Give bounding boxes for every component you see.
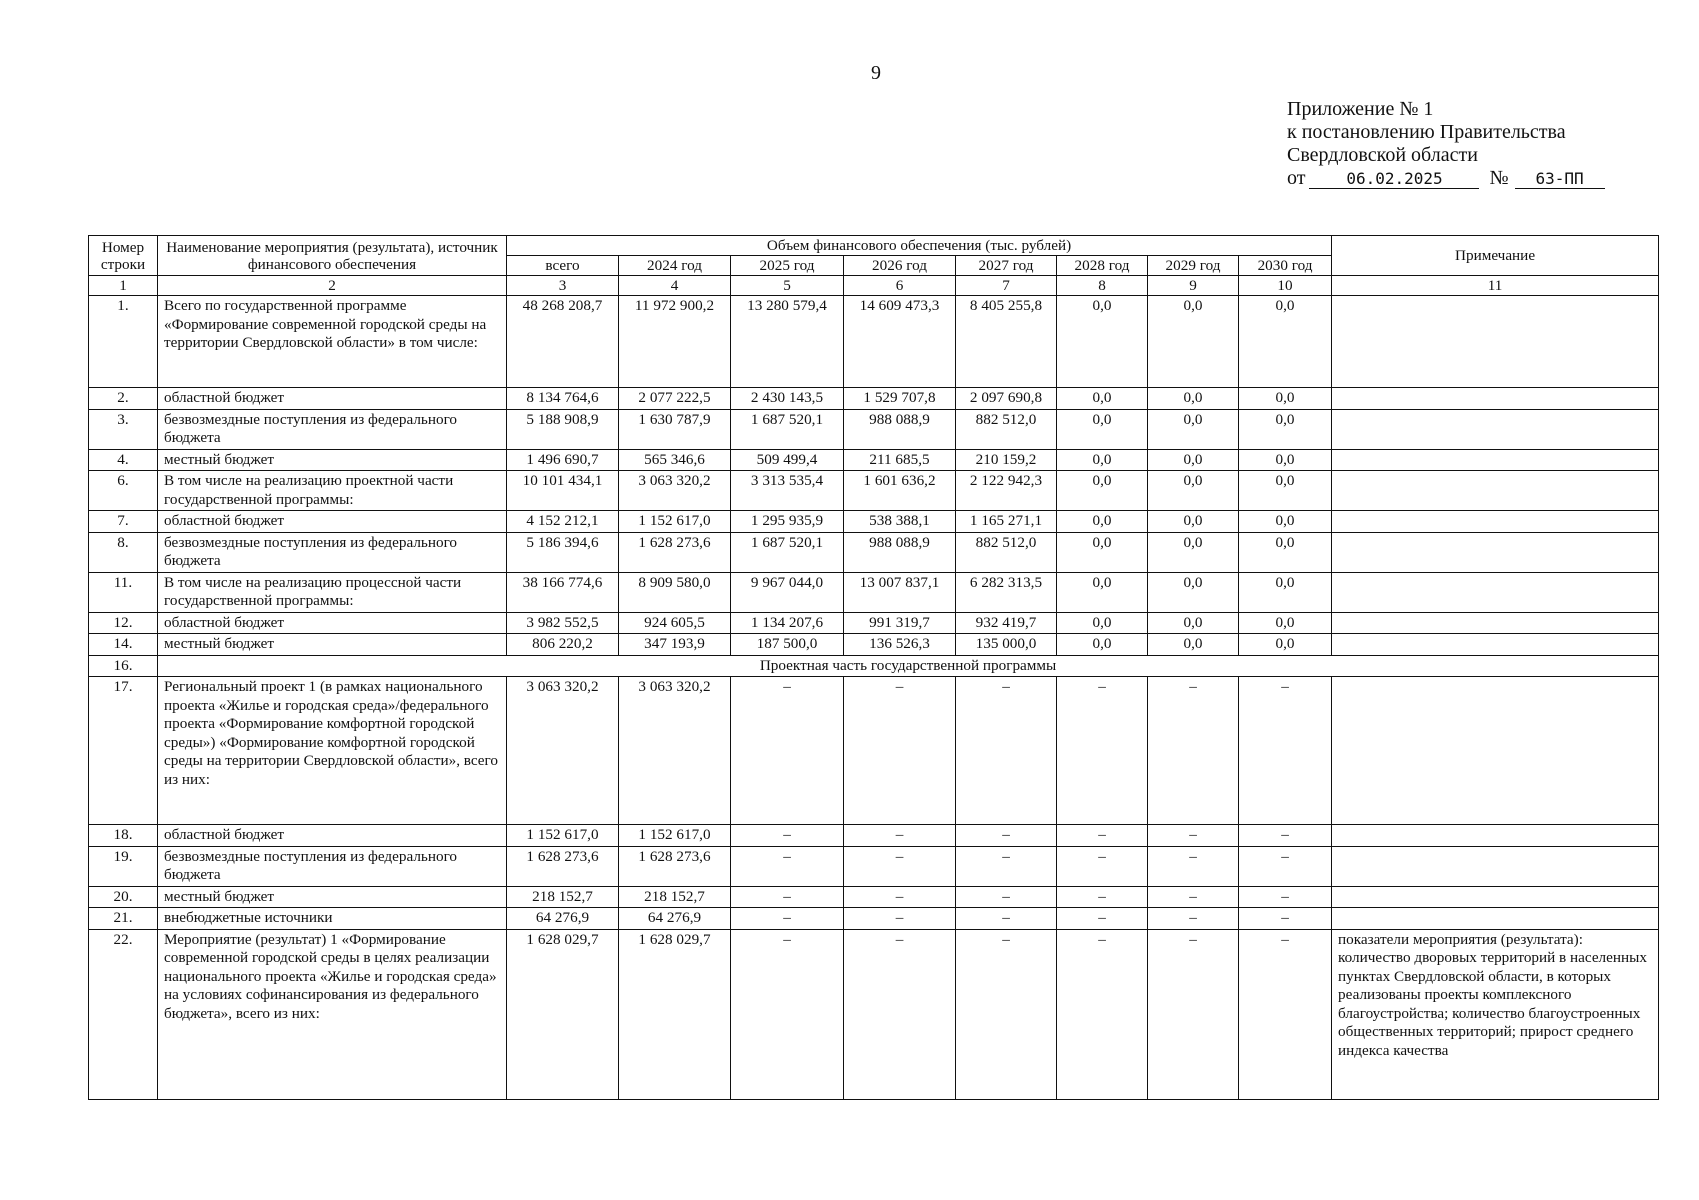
- row-value: 988 088,9: [844, 409, 956, 449]
- row-value: 0,0: [1239, 634, 1332, 656]
- row-value: –: [1148, 846, 1239, 886]
- row-value: 135 000,0: [956, 634, 1057, 656]
- header-row-number: Номер строки: [89, 236, 158, 276]
- row-number: 20.: [89, 886, 158, 908]
- row-value: 565 346,6: [619, 449, 731, 471]
- row-value: –: [1057, 929, 1148, 1099]
- row-value: 11 972 900,2: [619, 296, 731, 388]
- row-value: 0,0: [1148, 572, 1239, 612]
- row-value: 218 152,7: [619, 886, 731, 908]
- table-row: [89, 634, 1659, 656]
- column-number: 7: [956, 276, 1057, 296]
- row-number: 8.: [89, 532, 158, 572]
- row-value: –: [1239, 846, 1332, 886]
- row-value: 0,0: [1239, 612, 1332, 634]
- row-note: [1332, 908, 1659, 930]
- row-value: 0,0: [1057, 296, 1148, 388]
- row-note: [1332, 296, 1659, 388]
- row-name: местный бюджет: [158, 886, 507, 908]
- row-number: 16.: [89, 655, 158, 677]
- row-value: 0,0: [1057, 532, 1148, 572]
- header-year: 2029 год: [1148, 256, 1239, 276]
- row-value: 0,0: [1148, 511, 1239, 533]
- row-value: –: [1239, 929, 1332, 1099]
- row-value: 882 512,0: [956, 409, 1057, 449]
- row-value: 3 063 320,2: [619, 677, 731, 825]
- row-name: безвозмездные поступления из федерального бюджета: [158, 532, 507, 572]
- row-value: 3 063 320,2: [507, 677, 619, 825]
- appendix-region: Свердловской области: [1287, 144, 1478, 166]
- row-value: 9 967 044,0: [731, 572, 844, 612]
- row-value: 0,0: [1057, 388, 1148, 410]
- row-value: 0,0: [1057, 449, 1148, 471]
- row-value: 64 276,9: [619, 908, 731, 930]
- row-name: В том числе на реализацию проектной части государственной программы:: [158, 471, 507, 511]
- row-note: [1332, 409, 1659, 449]
- header-note: Примечание: [1332, 236, 1659, 276]
- row-value: –: [1148, 929, 1239, 1099]
- page-number: 9: [871, 62, 881, 84]
- row-value: 0,0: [1148, 634, 1239, 656]
- row-value: 3 982 552,5: [507, 612, 619, 634]
- row-value: 0,0: [1057, 409, 1148, 449]
- column-number: 11: [1332, 276, 1659, 296]
- row-value: 1 687 520,1: [731, 532, 844, 572]
- column-number: 9: [1148, 276, 1239, 296]
- row-value: –: [956, 929, 1057, 1099]
- row-number: 19.: [89, 846, 158, 886]
- row-value: 2 122 942,3: [956, 471, 1057, 511]
- row-value: 0,0: [1057, 511, 1148, 533]
- row-name: Всего по государственной программе «Формирование современной городской среды на территории Свердловской области» в том числе:: [158, 296, 507, 388]
- table-row: [89, 409, 1659, 449]
- row-value: 0,0: [1148, 449, 1239, 471]
- row-name: областной бюджет: [158, 612, 507, 634]
- column-number: 10: [1239, 276, 1332, 296]
- table-row: [89, 532, 1659, 572]
- row-value: 0,0: [1148, 409, 1239, 449]
- row-value: –: [844, 929, 956, 1099]
- row-value: –: [844, 677, 956, 825]
- row-value: 1 295 935,9: [731, 511, 844, 533]
- row-value: 1 628 273,6: [619, 846, 731, 886]
- row-number: 6.: [89, 471, 158, 511]
- row-value: 538 388,1: [844, 511, 956, 533]
- row-value: 5 188 908,9: [507, 409, 619, 449]
- row-value: 0,0: [1239, 471, 1332, 511]
- row-value: 48 268 208,7: [507, 296, 619, 388]
- column-number: 2: [158, 276, 507, 296]
- header-year: всего: [507, 256, 619, 276]
- row-note: [1332, 532, 1659, 572]
- appendix-number: 63-ПП: [1515, 170, 1605, 189]
- row-value: 347 193,9: [619, 634, 731, 656]
- row-value: –: [1057, 846, 1148, 886]
- row-note: [1332, 612, 1659, 634]
- row-value: 1 152 617,0: [507, 825, 619, 847]
- row-note: показатели мероприятия (результата): количество дворовых территорий в населенных пунктах Свердловской области, в которых реализованы проекты комплексного благоустройства; количество благоустроенных общественных территорий; прирост среднего индекса качества: [1332, 929, 1659, 1099]
- header-name: Наименование мероприятия (результата), источник финансового обеспечения: [158, 236, 507, 276]
- row-value: 1 628 029,7: [619, 929, 731, 1099]
- row-value: 211 685,5: [844, 449, 956, 471]
- row-value: 882 512,0: [956, 532, 1057, 572]
- appendix-date: 06.02.2025: [1309, 170, 1479, 189]
- row-value: 5 186 394,6: [507, 532, 619, 572]
- row-value: 932 419,7: [956, 612, 1057, 634]
- row-value: 187 500,0: [731, 634, 844, 656]
- row-value: 0,0: [1057, 634, 1148, 656]
- row-number: 2.: [89, 388, 158, 410]
- row-name: Мероприятие (результат) 1 «Формирование современной городской среды в целях реализации национального проекта «Жилье и городская среда» на условиях софинансирования из федерального бюджета», всего из них:: [158, 929, 507, 1099]
- column-number: 3: [507, 276, 619, 296]
- row-value: –: [1057, 677, 1148, 825]
- section-row: [89, 655, 1659, 677]
- row-name: внебюджетные источники: [158, 908, 507, 930]
- row-value: 509 499,4: [731, 449, 844, 471]
- row-value: –: [1057, 908, 1148, 930]
- row-value: –: [1057, 886, 1148, 908]
- row-value: 1 630 787,9: [619, 409, 731, 449]
- row-value: 0,0: [1239, 449, 1332, 471]
- row-note: [1332, 634, 1659, 656]
- row-name: В том числе на реализацию процессной части государственной программы:: [158, 572, 507, 612]
- row-number: 12.: [89, 612, 158, 634]
- row-value: –: [956, 908, 1057, 930]
- row-value: 1 152 617,0: [619, 511, 731, 533]
- row-note: [1332, 449, 1659, 471]
- row-name: безвозмездные поступления из федерального бюджета: [158, 846, 507, 886]
- row-value: –: [731, 929, 844, 1099]
- table-row: [89, 449, 1659, 471]
- appendix-stamp: [1287, 98, 1627, 190]
- header-year: 2027 год: [956, 256, 1057, 276]
- column-number: 8: [1057, 276, 1148, 296]
- row-value: 1 165 271,1: [956, 511, 1057, 533]
- row-value: –: [1057, 825, 1148, 847]
- row-value: –: [731, 825, 844, 847]
- row-name: Региональный проект 1 (в рамках национального проекта «Жилье и городская среда»/федерального проекта «Формирование комфортной городской среды») «Формирование комфортной городской среды на территории Свердловской области», всего из них:: [158, 677, 507, 825]
- row-note: [1332, 511, 1659, 533]
- row-name: областной бюджет: [158, 511, 507, 533]
- row-value: 1 687 520,1: [731, 409, 844, 449]
- row-value: 13 007 837,1: [844, 572, 956, 612]
- column-number: 4: [619, 276, 731, 296]
- row-number: 21.: [89, 908, 158, 930]
- row-value: 3 313 535,4: [731, 471, 844, 511]
- row-value: 218 152,7: [507, 886, 619, 908]
- row-note: [1332, 846, 1659, 886]
- row-value: 0,0: [1148, 471, 1239, 511]
- row-value: 0,0: [1239, 532, 1332, 572]
- header-funding: Объем финансового обеспечения (тыс. рублей): [507, 236, 1332, 256]
- header-year: 2028 год: [1057, 256, 1148, 276]
- row-value: –: [1239, 677, 1332, 825]
- row-number: 3.: [89, 409, 158, 449]
- header-year: 2024 год: [619, 256, 731, 276]
- table-row: [89, 677, 1659, 825]
- row-value: 10 101 434,1: [507, 471, 619, 511]
- row-value: 8 134 764,6: [507, 388, 619, 410]
- row-number: 4.: [89, 449, 158, 471]
- row-value: –: [844, 886, 956, 908]
- row-note: [1332, 677, 1659, 825]
- row-value: 13 280 579,4: [731, 296, 844, 388]
- row-value: 0,0: [1239, 409, 1332, 449]
- row-value: 1 496 690,7: [507, 449, 619, 471]
- table-row: [89, 572, 1659, 612]
- column-number: 5: [731, 276, 844, 296]
- row-value: 2 077 222,5: [619, 388, 731, 410]
- section-title: Проектная часть государственной программы: [158, 655, 1659, 677]
- row-note: [1332, 388, 1659, 410]
- row-number: 1.: [89, 296, 158, 388]
- row-value: 0,0: [1148, 388, 1239, 410]
- row-value: 2 430 143,5: [731, 388, 844, 410]
- row-value: –: [956, 677, 1057, 825]
- row-value: 1 152 617,0: [619, 825, 731, 847]
- row-value: 8 909 580,0: [619, 572, 731, 612]
- appendix-resolution: к постановлению Правительства: [1287, 121, 1566, 143]
- row-value: 0,0: [1148, 612, 1239, 634]
- row-name: областной бюджет: [158, 825, 507, 847]
- appendix-title: Приложение № 1: [1287, 98, 1434, 120]
- date-prefix: от: [1287, 167, 1306, 189]
- row-value: –: [1148, 677, 1239, 825]
- row-value: 0,0: [1239, 572, 1332, 612]
- row-value: 0,0: [1239, 511, 1332, 533]
- table-row: [89, 886, 1659, 908]
- row-name: местный бюджет: [158, 449, 507, 471]
- row-value: 2 097 690,8: [956, 388, 1057, 410]
- row-value: –: [1148, 886, 1239, 908]
- row-value: –: [731, 846, 844, 886]
- financing-table: [88, 235, 1659, 1100]
- row-value: 0,0: [1057, 572, 1148, 612]
- row-note: [1332, 825, 1659, 847]
- row-value: 1 628 273,6: [619, 532, 731, 572]
- table-row: [89, 825, 1659, 847]
- header-column-numbers-row: [89, 276, 1659, 296]
- table-row: [89, 471, 1659, 511]
- row-value: –: [731, 886, 844, 908]
- row-number: 7.: [89, 511, 158, 533]
- row-value: 1 134 207,6: [731, 612, 844, 634]
- row-value: 3 063 320,2: [619, 471, 731, 511]
- row-value: –: [1239, 908, 1332, 930]
- row-value: 0,0: [1239, 388, 1332, 410]
- row-value: 64 276,9: [507, 908, 619, 930]
- row-value: 0,0: [1057, 471, 1148, 511]
- row-value: 806 220,2: [507, 634, 619, 656]
- row-value: 0,0: [1148, 532, 1239, 572]
- header-year: 2025 год: [731, 256, 844, 276]
- row-number: 17.: [89, 677, 158, 825]
- table-row: [89, 511, 1659, 533]
- row-number: 18.: [89, 825, 158, 847]
- row-note: [1332, 572, 1659, 612]
- row-number: 14.: [89, 634, 158, 656]
- row-number: 11.: [89, 572, 158, 612]
- row-value: 14 609 473,3: [844, 296, 956, 388]
- number-label: №: [1489, 167, 1509, 189]
- row-value: 38 166 774,6: [507, 572, 619, 612]
- row-value: –: [956, 846, 1057, 886]
- row-value: –: [844, 825, 956, 847]
- row-value: 1 529 707,8: [844, 388, 956, 410]
- row-note: [1332, 471, 1659, 511]
- row-value: –: [1239, 825, 1332, 847]
- header-year: 2030 год: [1239, 256, 1332, 276]
- appendix-date-line: [1287, 167, 1627, 190]
- row-value: –: [1148, 908, 1239, 930]
- table-row: [89, 846, 1659, 886]
- row-name: безвозмездные поступления из федерального бюджета: [158, 409, 507, 449]
- column-number: 6: [844, 276, 956, 296]
- table-row: [89, 929, 1659, 1099]
- row-value: 0,0: [1148, 296, 1239, 388]
- row-value: –: [1148, 825, 1239, 847]
- row-note: [1332, 886, 1659, 908]
- row-value: 0,0: [1057, 612, 1148, 634]
- row-value: –: [731, 908, 844, 930]
- column-number: 1: [89, 276, 158, 296]
- table-row: [89, 908, 1659, 930]
- row-value: 8 405 255,8: [956, 296, 1057, 388]
- row-value: 210 159,2: [956, 449, 1057, 471]
- row-value: –: [1239, 886, 1332, 908]
- row-number: 22.: [89, 929, 158, 1099]
- row-value: –: [731, 677, 844, 825]
- row-name: областной бюджет: [158, 388, 507, 410]
- row-value: 6 282 313,5: [956, 572, 1057, 612]
- table-row: [89, 388, 1659, 410]
- row-value: 136 526,3: [844, 634, 956, 656]
- row-value: –: [956, 886, 1057, 908]
- row-value: 1 628 273,6: [507, 846, 619, 886]
- row-value: –: [956, 825, 1057, 847]
- row-name: местный бюджет: [158, 634, 507, 656]
- row-value: 1 628 029,7: [507, 929, 619, 1099]
- row-value: –: [844, 846, 956, 886]
- header-year: 2026 год: [844, 256, 956, 276]
- row-value: 0,0: [1239, 296, 1332, 388]
- row-value: 4 152 212,1: [507, 511, 619, 533]
- table-row: [89, 612, 1659, 634]
- row-value: 924 605,5: [619, 612, 731, 634]
- row-value: 988 088,9: [844, 532, 956, 572]
- row-value: 1 601 636,2: [844, 471, 956, 511]
- row-value: –: [844, 908, 956, 930]
- row-value: 991 319,7: [844, 612, 956, 634]
- table-body: [89, 296, 1659, 1100]
- table-row: [89, 296, 1659, 388]
